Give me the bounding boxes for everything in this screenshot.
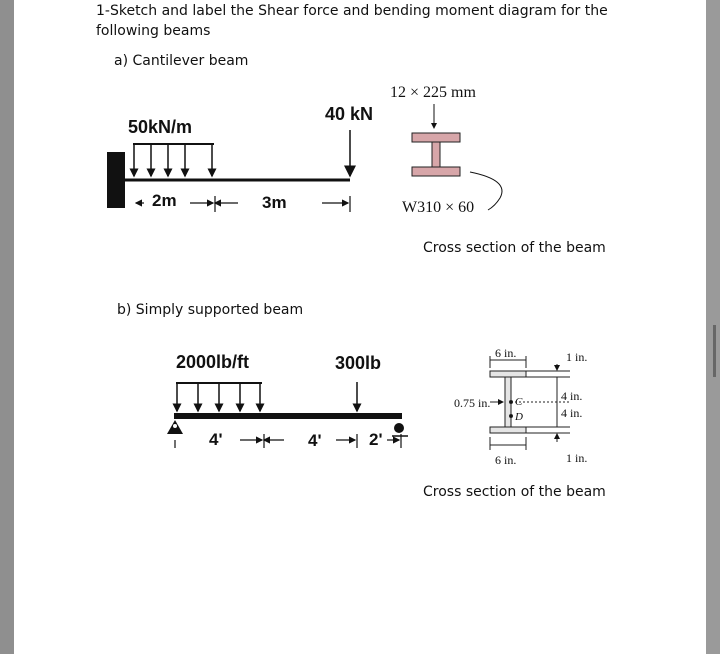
part-b-heading: b) Simply supported beam (117, 302, 304, 318)
part-b-section-caption: Cross section of the beam (423, 484, 606, 500)
bottom-flange-width-label: 6 in. (495, 453, 517, 467)
point-d-label: D (515, 411, 523, 423)
part-b-dim-1: 4' (209, 430, 223, 449)
w-section-shape (412, 104, 502, 210)
part-a-dim-left: 2m (152, 191, 177, 210)
part-a-dim-right: 3m (262, 193, 287, 212)
fixed-support (107, 152, 125, 208)
part-a-point-load-label: 40 kN (325, 104, 374, 124)
point-c-label: C (515, 396, 523, 408)
cantilever-beam-diagram (107, 104, 502, 212)
part-a-section-caption: Cross section of the beam (423, 240, 606, 256)
web-thickness-label: 0.75 in. (454, 396, 491, 410)
part-b-udl-label: 2000lb/ft (176, 352, 250, 372)
part-a-heading: a) Cantilever beam (114, 53, 249, 69)
part-b-dim-2: 4' (308, 431, 322, 450)
part-b-dim-3: 2' (369, 430, 383, 449)
simple-beam-dimension-line (175, 434, 401, 448)
roller-support (394, 423, 404, 433)
cantilever-dimension-line (136, 196, 350, 212)
question-line-2: following beams (96, 23, 211, 39)
web-lower-label: 4 in. (561, 406, 583, 420)
flange-thickness-bottom-label: 1 in. (566, 451, 588, 465)
part-a-udl-label: 50kN/m (128, 117, 193, 137)
udl-arrows (134, 144, 212, 176)
part-a-section-name: W310 × 60 (402, 199, 475, 216)
flange-thickness-top-label: 1 in. (566, 350, 588, 364)
i-section-shape (490, 356, 570, 450)
question-line-1: 1-Sketch and label the Shear force and bending moment diagram for the (96, 3, 608, 19)
simply-supported-beam-diagram (167, 356, 570, 450)
web-upper-label: 4 in. (561, 389, 583, 403)
top-flange-width-label: 6 in. (495, 346, 517, 360)
part-b-point-load-label: 300lb (335, 353, 382, 373)
part-a-section-dims: 12 × 225 mm (390, 84, 476, 101)
udl-b-arrows (177, 383, 260, 411)
